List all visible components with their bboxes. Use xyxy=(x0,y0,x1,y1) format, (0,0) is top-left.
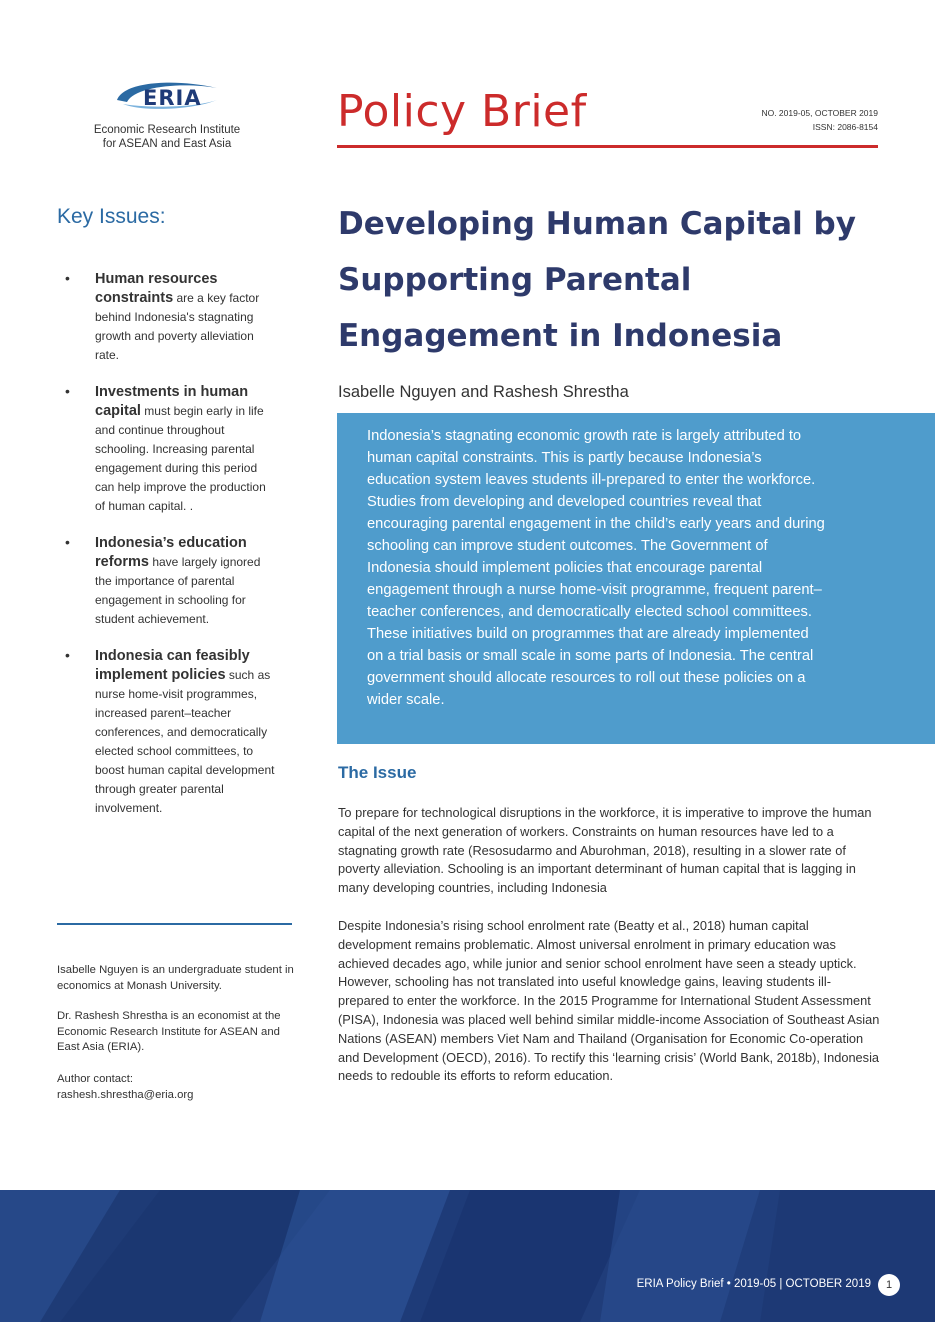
publication-meta xyxy=(761,106,878,134)
footer-band xyxy=(0,1190,935,1322)
logo-text: ERIA xyxy=(143,86,202,110)
key-issue-item xyxy=(57,647,277,818)
bullet-icon: • xyxy=(65,383,70,399)
bullet-icon: • xyxy=(65,270,70,286)
body-paragraph: To prepare for technological disruptions in the workforce, it is imperative to improve the human capital of the next generation of workers. Constraints on human resources have led to a stagnating growth rate (Resosudarmo and Aburohman, 2018), resulting in a slower rate of poverty alleviation. Schooling is an important determinant of human capital that is lagging in many developing countries, including Indonesia xyxy=(338,805,872,896)
contact-label: Author contact: xyxy=(57,1073,133,1085)
key-issue-text: such as nurse home-visit programmes, increased parent–teacher conferences, and democratically elected school committees, to boost human capital development through greater parental involvement. xyxy=(95,668,275,815)
bullet-icon: • xyxy=(65,534,70,550)
key-issue-text: have largely ignored the importance of parental engagement in schooling for student achievement. xyxy=(95,555,261,626)
page-number: 1 xyxy=(878,1274,900,1296)
publication-number: NO. 2019-05, OCTOBER 2019 xyxy=(761,108,878,118)
series-title: Policy Brief xyxy=(337,86,587,137)
body-paragraph: Despite Indonesia’s rising school enrolment rate (Beatty et al., 2018) human capital development remains problematic. Almost universal enrolment in primary education was achieved decades ago, while junior and senior school enrolment have seen a steady uptick. However, schooling has not translated into useful knowledge gains, leaving students ill-prepared to enter the workforce. In the 2015 Programme for International Student Assessment (PISA), Indonesia was placed well behind similar middle-income Association of Southeast Asian Nations (ASEAN) members Viet Nam and Thailand (Organisation for Economic Co-operation and Development (OECD), 2016). To rectify this ‘learning crisis’ (World Bank, 2018b), Indonesia needs to redouble its efforts to reform education. xyxy=(338,918,880,1084)
key-issues-title: Key Issues: xyxy=(57,205,166,228)
key-issue-item xyxy=(57,270,277,365)
footer-pattern xyxy=(0,1190,935,1322)
key-issue-item xyxy=(57,383,277,516)
author-bio-nguyen: Isabelle Nguyen is an undergraduate student in economics at Monash University. xyxy=(57,964,294,992)
author-contact xyxy=(57,1072,295,1103)
issn: ISSN: 2086-8154 xyxy=(812,122,878,132)
key-issue-text: are a key factor behind Indonesia's stagnating growth and poverty alleviation rate. xyxy=(95,291,260,362)
key-issue-lead: Investments in human capital xyxy=(95,384,249,419)
summary-text: Indonesia’s stagnating economic growth rate is largely attributed to human capital constraints. This is partly because Indonesia’s education system leaves students ill-prepared to enter the workforce. Studies from developing and developed countries reveal that encouraging parental engagement in the child’s early years and during schooling can improve student outcomes. The Government of Indonesia should implement policies that encourage parental engagement through a nurse home-visit programme, frequent parent–teacher conferences, and democratically elected school committees. These initiatives build on programmes that are already implemented on a trial basis or small scale in some parts of Indonesia. The central government should allocate resources to roll out these policies on a wider scale. xyxy=(367,428,825,708)
sidebar-divider xyxy=(57,923,292,925)
eria-logo xyxy=(113,78,221,114)
key-issue-lead: Indonesia can feasibly implement policies xyxy=(95,648,250,683)
contact-email[interactable]: rashesh.shrestha@eria.org xyxy=(57,1088,194,1101)
brief-authors: Isabelle Nguyen and Rashesh Shrestha xyxy=(338,383,629,401)
key-issue-lead: Human resources constraints xyxy=(95,271,218,306)
brief-title: Developing Human Capital by Supporting Parental Engagement in Indonesia xyxy=(338,206,856,354)
institute-name: Economic Research Institute for ASEAN and East Asia xyxy=(93,124,241,150)
summary-box xyxy=(337,413,935,744)
key-issue-lead: Indonesia’s education reforms xyxy=(95,535,247,570)
section-heading-issue: The Issue xyxy=(338,763,417,782)
key-issue-text: must begin early in life and continue throughout schooling. Increasing parental engagement during this period can help improve the production of human capital. . xyxy=(95,404,266,513)
key-issue-item xyxy=(57,534,277,629)
bullet-icon: • xyxy=(65,647,70,663)
footer-text: ERIA Policy Brief • 2019-05 | OCTOBER 2019 xyxy=(636,1278,871,1290)
author-bio-shrestha: Dr. Rashesh Shrestha is an economist at the Economic Research Institute for ASEAN and East Asia (ERIA). xyxy=(57,1010,281,1053)
header-rule xyxy=(337,145,878,148)
